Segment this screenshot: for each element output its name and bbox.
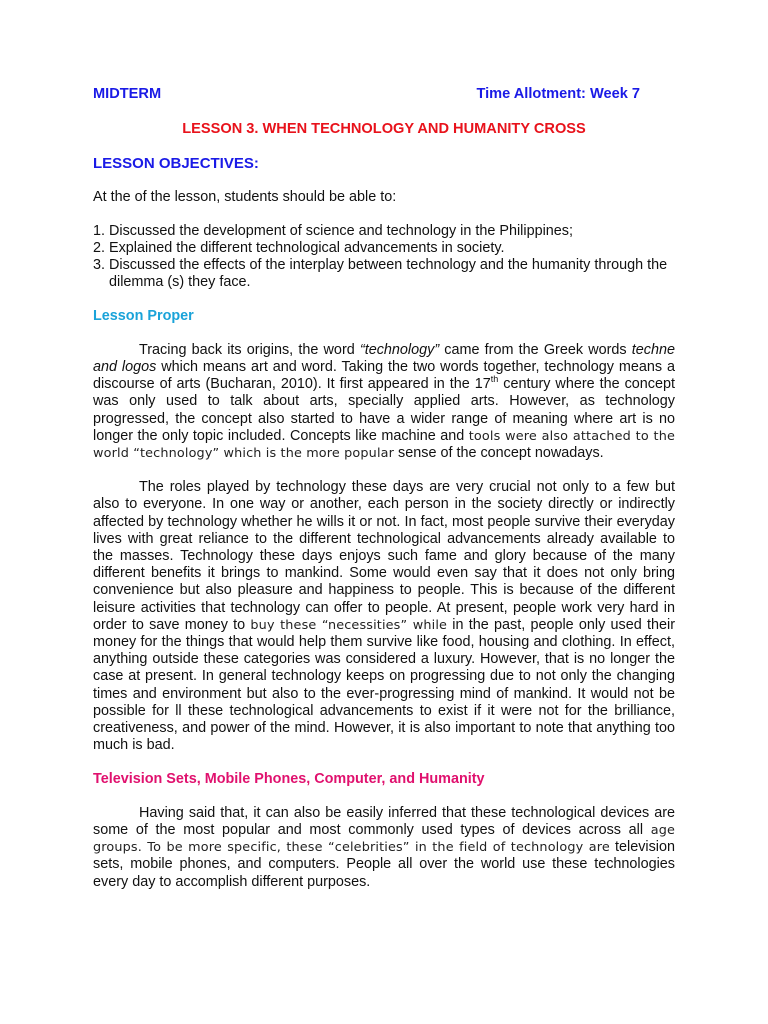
paragraph-origins [93, 342, 675, 462]
text-run-alt-font: age groups. To be more specific, these “celebrities” in the field of technology are [93, 822, 675, 856]
lesson-title: LESSON 3. WHEN TECHNOLOGY AND HUMANITY CROSS [182, 121, 586, 138]
time-allotment-label: Time Allotment: Week 7 [476, 86, 640, 102]
objective-item [93, 257, 675, 291]
section-heading-devices: Television Sets, Mobile Phones, Computer, and Humanity [93, 770, 485, 787]
objective-text: Explained the different technological advancements in society. [109, 240, 505, 257]
objective-number: 1. [93, 222, 106, 239]
document-page [93, 86, 675, 891]
objective-text: Discussed the effects of the interplay between technology and the humanity through the dilemma (s) they face. [109, 257, 668, 291]
objective-item [93, 223, 675, 240]
text-run-alt-font: tools were also attached to the world “technology” which is the more popular [93, 428, 675, 462]
header-row [93, 86, 675, 103]
objective-number: 3. [93, 257, 106, 274]
text-run: century where the concept was only used to talk about arts, specially applied arts. However, as technology progressed, the concept also started to have a wider range of meaning where art is no longer the only topic included. Concepts like machine and [93, 376, 675, 444]
text-run: The roles played by technology these days are very crucial not only to a few but also to everyone. In one way or another, each person in the society directly or indirectly affected by technology whether he wills it or not. In fact, most people survive their everyday lives with great reliance to the different technological advancements already available to the masses. Technology these days enjoys such fame and glory because of the many different benefits it brings to mankind. Some would even say that it does not only bring convenience but also pleasure and happiness to people. This is because of the different leisure activities that technology can offer to people. At present, people work very hard in order to save money to [93, 479, 675, 633]
text-run: came from the Greek words [439, 341, 632, 358]
objectives-list [93, 223, 675, 292]
midterm-label: MIDTERM [93, 86, 162, 102]
paragraph-roles [93, 479, 675, 754]
text-run: in the past, people only used their money for the things that would help them survive like food, housing and clothing. In effect, anything outside these categories was considered a luxury. However, that is no longer the case at present. In general technology keeps on progressing due to not only the changing times and environment but also to the ever-progressing mind of mankind. It would not be possible for ll these technological advancements to exist if it were not for the brilliance, creativeness, and power of the mind. However, it is also important to note that anything too much is bad. [93, 616, 675, 754]
superscript: th [490, 374, 499, 385]
objective-item [93, 240, 675, 257]
text-run: Tracing back its origins, the word [139, 341, 360, 358]
text-run: which means art and word. Taking the two words together, technology means a discourse of arts (Bucharan, 2010). It first appeared in the 17 [93, 359, 675, 393]
paragraph-devices [93, 805, 675, 891]
text-run-alt-font: buy these “necessities” while [250, 617, 448, 633]
objectives-heading: LESSON OBJECTIVES: [93, 155, 259, 173]
text-run: sense of the concept nowadays. [394, 445, 604, 462]
objectives-intro: At the of the lesson, students should be able to: [93, 188, 397, 205]
text-run: television sets, mobile phones, and computers. People all over the world use these technologies every day to accomplish different purposes. [93, 839, 675, 890]
text-run-italic: “technology” [359, 341, 440, 358]
objective-text: Discussed the development of science and technology in the Philippines; [109, 222, 573, 239]
lesson-proper-heading: Lesson Proper [93, 307, 194, 324]
objective-number: 2. [93, 240, 106, 257]
text-run: Having said that, it can also be easily inferred that these technological devices are some of the most popular and most commonly used types of devices across all [93, 804, 675, 838]
text-run-italic: techne and logos [93, 341, 675, 376]
